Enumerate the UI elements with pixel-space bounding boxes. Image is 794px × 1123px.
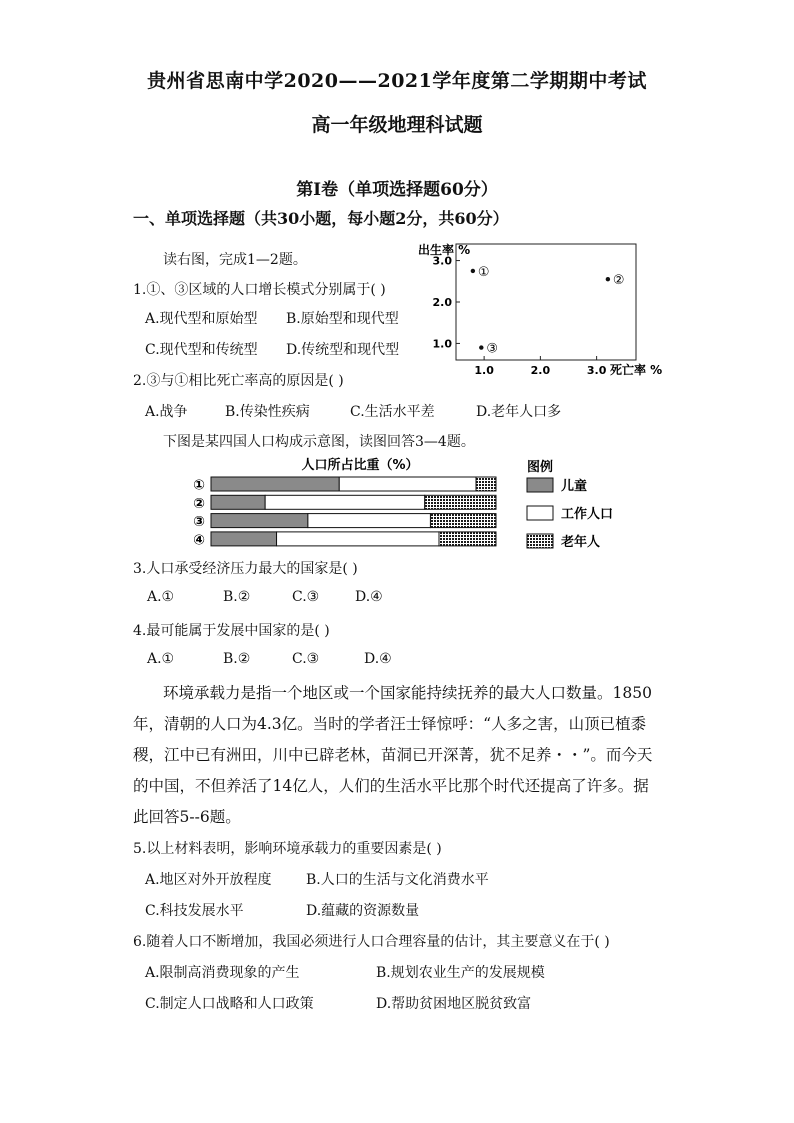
data-point — [471, 269, 475, 273]
x-tick-label: 1.0 — [474, 364, 494, 377]
q4-option-d[interactable]: D.④ — [364, 651, 392, 667]
point-label: ② — [612, 273, 625, 289]
q2-option-c[interactable]: C.生活水平差 — [350, 404, 435, 420]
q2-option-d[interactable]: D.老年人口多 — [476, 404, 562, 420]
bar-category-label: ④ — [193, 532, 205, 549]
q1-stem: 1.①、③区域的人口增长模式分别属于( ) — [133, 282, 386, 298]
q6-option-c[interactable]: C.制定人口战略和人口政策 — [145, 996, 314, 1012]
x-axis-label: 死亡率 % — [610, 363, 663, 377]
bar-segment-elderly — [439, 532, 496, 546]
exam-subtitle: 高一年级地理科试题 — [311, 114, 483, 136]
q3-stem: 3.人口承受经济压力最大的国家是( ) — [133, 561, 358, 577]
q4-option-c[interactable]: C.③ — [292, 651, 320, 667]
bar-segment-children — [211, 532, 277, 546]
y-tick-label: 2.0 — [432, 296, 452, 309]
bar-category-label: ③ — [193, 514, 205, 531]
q3-option-a[interactable]: A.① — [147, 589, 175, 605]
q3-option-c[interactable]: C.③ — [292, 589, 320, 605]
x-tick-label: 3.0 — [586, 364, 607, 377]
bar-segment-working — [308, 514, 431, 528]
q5-stem: 5.以上材料表明，影响环境承载力的重要因素是( ) — [133, 841, 442, 857]
legend-swatch — [527, 506, 553, 520]
bar-segment-working — [339, 477, 476, 491]
birth-death-rate-chart — [410, 236, 670, 384]
q6-option-b[interactable]: B.规划农业生产的发展规模 — [376, 965, 545, 981]
bar-segment-children — [211, 495, 265, 509]
q5-option-c[interactable]: C.科技发展水平 — [145, 903, 244, 919]
bar-category-label: ① — [193, 477, 205, 494]
chart-title: 人口所占比重（%） — [301, 458, 419, 473]
q2-option-b[interactable]: B.传染性疾病 — [225, 404, 310, 420]
q4-option-b[interactable]: B.② — [223, 651, 251, 667]
q1-option-b[interactable]: B.原始型和现代型 — [286, 311, 399, 327]
point-label: ③ — [486, 341, 498, 357]
point-label: ① — [477, 264, 490, 280]
legend-swatch — [527, 534, 553, 548]
data-point — [479, 345, 483, 349]
plot-frame — [456, 244, 636, 360]
q4-stem: 4.最可能属于发展中国家的是( ) — [133, 623, 330, 639]
bar-segment-elderly — [425, 495, 496, 509]
q1-option-d[interactable]: D.传统型和现代型 — [286, 342, 400, 358]
q4-option-a[interactable]: A.① — [147, 651, 175, 667]
exam-title: 贵州省思南中学2020——2021学年度第二学期期中考试 — [147, 70, 647, 92]
y-axis-label: 出生率 % — [418, 243, 471, 257]
intro-q3-4: 下图是某四国人口构成示意图，读图回答3—4题。 — [163, 434, 475, 450]
legend-label: 老年人 — [561, 535, 601, 550]
q1-option-a[interactable]: A.现代型和原始型 — [145, 311, 258, 327]
y-tick-label: 3.0 — [432, 254, 452, 268]
y-tick-label: 1.0 — [432, 337, 452, 351]
bar-segment-elderly — [476, 477, 496, 491]
part-title: 第Ⅰ卷（单项选择题60分） — [296, 180, 498, 200]
passage-text: 环境承载力是指一个地区或一个国家能持续抚养的最大人口数量。1850年，清朝的人口为4.3亿。当时的学者汪士铎惊呼：“人多之害，山顶已植黍稷，江中已有洲田，川中已辟老林，苗洞已开深菁，犹不足养・・”。而今天的中国，不但养活了14亿人，人们的生活水平比那个时代还提高了许多。据此回答5--6题。 — [133, 684, 653, 826]
q6-stem: 6.随着人口不断增加，我国必须进行人口合理容量的估计，其主要意义在于( ) — [133, 934, 610, 950]
q1-option-c[interactable]: C.现代型和传统型 — [145, 342, 258, 358]
q2-stem: 2.③与①相比死亡率高的原因是( ) — [133, 373, 344, 389]
q5-option-a[interactable]: A.地区对外开放程度 — [145, 872, 272, 888]
q3-option-d[interactable]: D.④ — [355, 589, 383, 605]
bar-segment-elderly — [430, 514, 496, 528]
q3-option-b[interactable]: B.② — [223, 589, 251, 605]
legend-swatch — [527, 478, 553, 492]
intro-q1-2: 读右图，完成1—2题。 — [163, 252, 307, 268]
q5-option-d[interactable]: D.蕴藏的资源数量 — [306, 903, 420, 919]
legend-label: 儿童 — [561, 479, 588, 494]
q6-option-d[interactable]: D.帮助贫困地区脱贫致富 — [376, 996, 532, 1012]
bar-category-label: ② — [193, 495, 205, 512]
bar-segment-working — [277, 532, 439, 546]
population-structure-chart — [185, 454, 655, 552]
legend-label: 工作人口 — [561, 507, 614, 522]
bar-segment-working — [265, 495, 425, 509]
reading-passage — [133, 678, 661, 833]
bar-segment-children — [211, 477, 339, 491]
q6-option-a[interactable]: A.限制高消费现象的产生 — [145, 965, 300, 981]
x-tick-label: 2.0 — [530, 364, 551, 377]
q5-option-b[interactable]: B.人口的生活与文化消费水平 — [306, 872, 489, 888]
section-heading: 一、单项选择题（共30小题，每小题2分，共60分） — [133, 209, 509, 228]
bar-segment-children — [211, 514, 308, 528]
legend-title: 图例 — [527, 460, 554, 475]
data-point — [606, 277, 610, 281]
q2-option-a[interactable]: A.战争 — [145, 404, 188, 420]
